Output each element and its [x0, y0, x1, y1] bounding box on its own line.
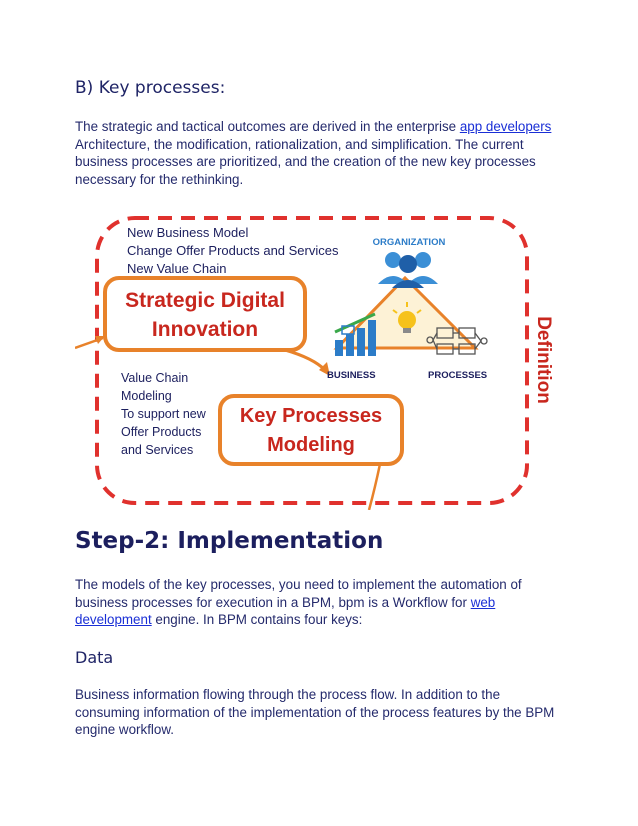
business-label: BUSINESS: [327, 370, 376, 381]
data-heading: Data: [75, 648, 114, 667]
people-icon: [378, 252, 438, 288]
step2-paragraph: The models of the key processes, you need to implement the automation of business processes for execution in a BPM, bpm is a Workflow for web development engine. In BPM contains four keys:: [75, 577, 522, 628]
organization-label: ORGANIZATION: [372, 237, 446, 248]
bottom-list-item: Modeling: [121, 389, 172, 403]
web-development-link[interactable]: web development: [75, 594, 496, 628]
key-processes-paragraph: The strategic and tactical outcomes are derived in the enterprise app developers Architecture, the modification, rationalization, and simplification. The current business processes are prioritized, and the creation of the new key processes necessary for the rethinking.: [75, 119, 552, 187]
top-list-item: Change Offer Products and Services: [127, 243, 339, 258]
strategic-title-line1: Strategic Digital: [125, 289, 285, 312]
bottom-list-item: To support new: [121, 407, 206, 421]
data-paragraph: Business information flowing through the process flow. In addition to the consuming information of the implementation of the process features by the BPM engine workflow.: [75, 687, 555, 738]
key-box-line1: Key Processes: [239, 405, 383, 427]
bottom-list-item: Value Chain: [121, 371, 189, 385]
key-box-line2: Modeling: [267, 434, 355, 456]
key-processes-heading: B) Key processes:: [75, 78, 226, 98]
processes-label: PROCESSES: [428, 370, 488, 381]
app-developers-link[interactable]: app developers: [459, 119, 552, 134]
bottom-list-item: and Services: [121, 443, 194, 457]
curved-arrow: [285, 350, 325, 370]
step2-heading: Step-2: Implementation: [75, 528, 384, 554]
strategic-title-line2: Innovation: [151, 318, 259, 341]
top-list-item: New Business Model: [127, 225, 249, 240]
key-processes-diagram: [75, 210, 565, 510]
diagram-svg: [75, 210, 565, 510]
bottom-list-item: Offer Products: [121, 425, 202, 439]
top-list-item: New Value Chain: [127, 261, 227, 276]
definition-label: Definition: [533, 316, 554, 404]
